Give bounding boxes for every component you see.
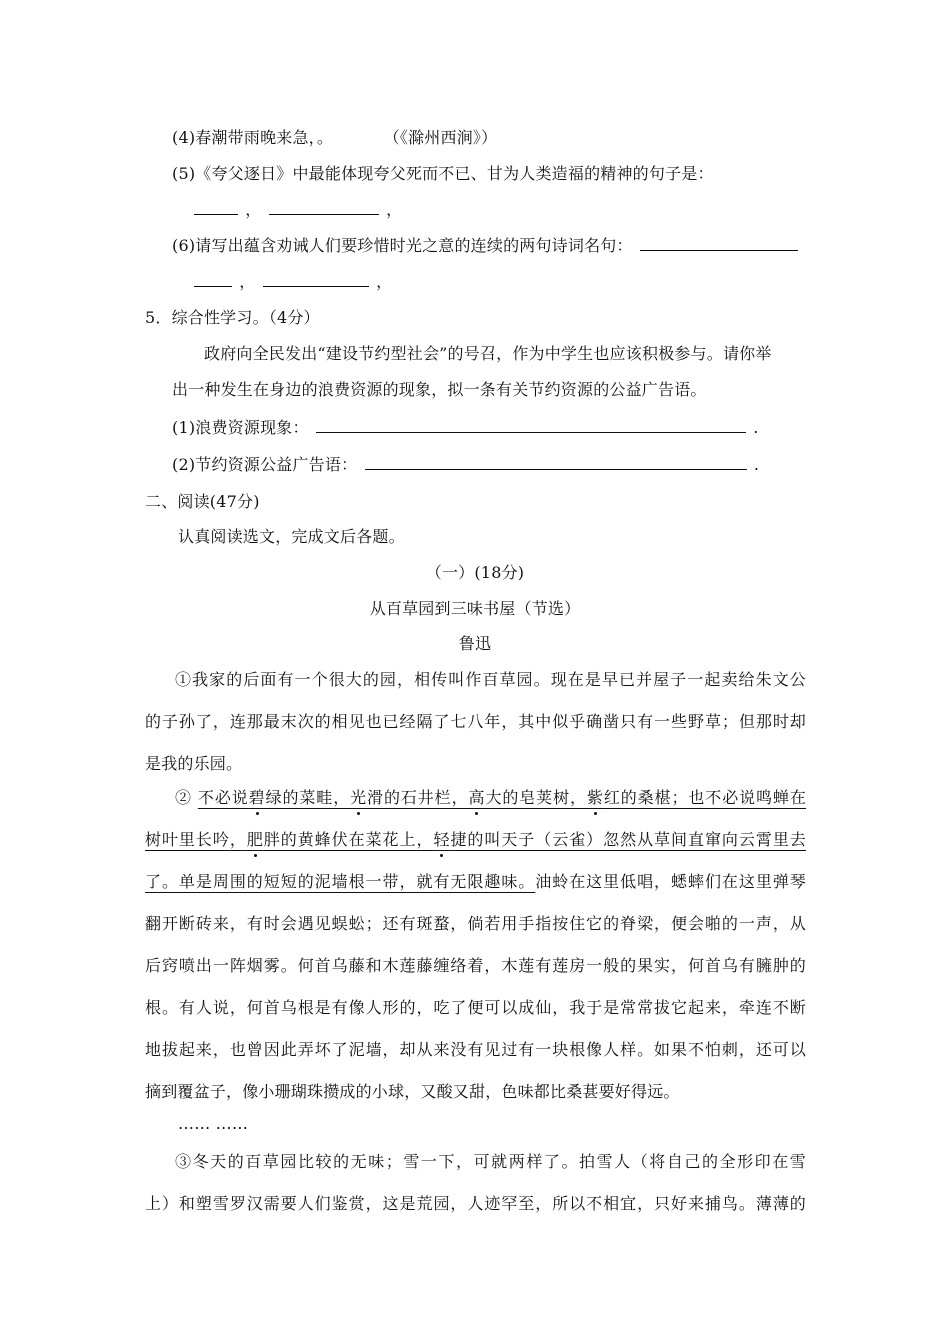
underlined-text: 了。单是周围的短短的泥墙根一带，就有无限趣味。: [145, 872, 536, 891]
passage-p1-line1: ①我家的后面有一个很大的园，相传叫作百草园。现在是早已并屋子一起卖给朱文公: [175, 670, 806, 689]
passage-p2-line8: 摘到覆盆子，像小珊瑚珠攒成的小球，又酸又甜，色味都比桑葚要好得远。: [145, 1082, 680, 1101]
passage-p2-line6: 根。有人说，何首乌根是有像人形的，吃了便可以成仙，我于是常常拔它起来，牵连不断: [145, 998, 806, 1017]
passage-author: 鲁迅: [458, 634, 492, 653]
text-segment: 红的桑椹；也不必说鸣蝉在: [603, 788, 807, 807]
text-segment: 绿的菜畦，: [265, 788, 351, 807]
comma: ，: [376, 272, 393, 291]
section2-heading: 二、阅读(47分): [145, 492, 260, 511]
text-segment: 大的皂荚树，: [485, 788, 587, 807]
answer-blank-6c[interactable]: [263, 272, 369, 287]
q5-item-1-label: (1)浪费资源现象：: [172, 418, 309, 437]
comma: ，: [245, 200, 262, 219]
text-segment: 油蛉在这里低唱，蟋蟀们在这里弹琴: [535, 872, 807, 891]
answer-blank-5b[interactable]: [269, 200, 379, 215]
q4-item-4-source: （《滁州西涧》）: [383, 128, 498, 147]
q5-item-2: [172, 455, 759, 475]
passage-p2-line1: [175, 788, 806, 808]
emphasis-dot-char: 轻: [433, 830, 451, 849]
ellipsis: …… ……: [178, 1114, 249, 1133]
passage-p1-line3: 是我的乐园。: [145, 754, 243, 773]
answer-blank-5a[interactable]: [194, 200, 238, 215]
answer-blank-6a[interactable]: [640, 236, 798, 251]
period: .: [753, 455, 760, 474]
emphasis-dot-char: 高: [468, 788, 486, 807]
q5-heading: 5．综合性学习。（4分）: [145, 308, 320, 327]
passage-p2-line4: 翻开断砖来，有时会遇见蜈蚣；还有斑蝥，倘若用手指按住它的脊梁，便会啪的一声，从: [145, 914, 806, 933]
comma: ，: [386, 200, 403, 219]
passage-title: 从百草园到三味书屋（节选）: [369, 599, 581, 618]
comma: ，: [239, 272, 256, 291]
emphasis-dot-char: 肥: [246, 830, 264, 849]
passage-p3-line2: 上）和塑雪罗汉需要人们鉴赏，这是荒园，人迹罕至，所以不相宜，只好来捕鸟。薄薄的: [145, 1194, 806, 1213]
passage-p2-line5: 后窍喷出一阵烟雾。何首乌藤和木莲藤缠络着，木莲有莲房一般的果实，何首乌有臃肿的: [145, 956, 806, 975]
text-segment: 不必说: [197, 788, 249, 807]
text-segment: 捷的叫天子（云雀）忽然从草间直窜向云霄里去: [450, 830, 806, 849]
answer-blank-slogan[interactable]: [365, 455, 747, 470]
q5-item-1: [172, 418, 759, 438]
q5-intro-line1: 政府向全民发出“建设节约型社会”的号召，作为中学生也应该积极参与。请你举: [204, 344, 772, 363]
answer-blank-waste[interactable]: [316, 418, 746, 433]
section2-instruction: 认真阅读选文，完成文后各题。: [178, 527, 405, 546]
passage-p2-line2: [145, 830, 806, 850]
period: .: [753, 418, 759, 437]
emphasis-dot-char: 紫: [586, 788, 604, 807]
q4-item-6-prompt: [172, 236, 800, 256]
text-segment: 胖的黄蜂伏在菜花上，: [263, 830, 434, 849]
text-segment: 滑的石井栏，: [367, 788, 469, 807]
q4-item-4: [172, 128, 497, 148]
emphasis-dot-char: 碧: [248, 788, 266, 807]
q4-item-5-answer: [192, 200, 402, 220]
q4-item-5-prompt: (5)《夸父逐日》中最能体现夸父死而不已、甘为人类造福的精神的句子是：: [172, 164, 714, 183]
answer-blank-6b[interactable]: [194, 272, 232, 287]
q4-item-6-answer: [192, 272, 392, 292]
q4-item-6-text: (6)请写出蕴含劝诫人们要珍惜时光之意的连续的两句诗词名句：: [172, 236, 633, 255]
underlined-text: [198, 788, 806, 807]
text-segment: 树叶里长吟，: [145, 830, 247, 849]
passage-p2-line7: 地拔起来，也曾因此弄坏了泥墙，却从来没有见过有一块根像人样。如果不怕刺，还可以: [145, 1040, 806, 1059]
q5-intro-line2: 出一种发生在身边的浪费资源的现象，拟一条有关节约资源的公益广告语。: [172, 380, 707, 399]
passage-p1-line2: 的子孙了，连那最末次的相见也已经隔了七八年，其中似乎确凿只有一些野草；但那时却: [145, 712, 806, 731]
emphasis-dot-char: 光: [350, 788, 368, 807]
paragraph-number: ②: [175, 788, 198, 807]
underlined-text: [145, 830, 806, 849]
q4-item-4-text: (4)春潮带雨晚来急，。: [172, 128, 334, 147]
part-label: （一）(18分): [425, 563, 525, 582]
passage-p2-line3: [145, 872, 806, 892]
q5-item-2-label: (2)节约资源公益广告语：: [172, 455, 358, 474]
passage-p3-line1: ③冬天的百草园比较的无味；雪一下，可就两样了。拍雪人（将自己的全形印在雪: [175, 1152, 806, 1171]
